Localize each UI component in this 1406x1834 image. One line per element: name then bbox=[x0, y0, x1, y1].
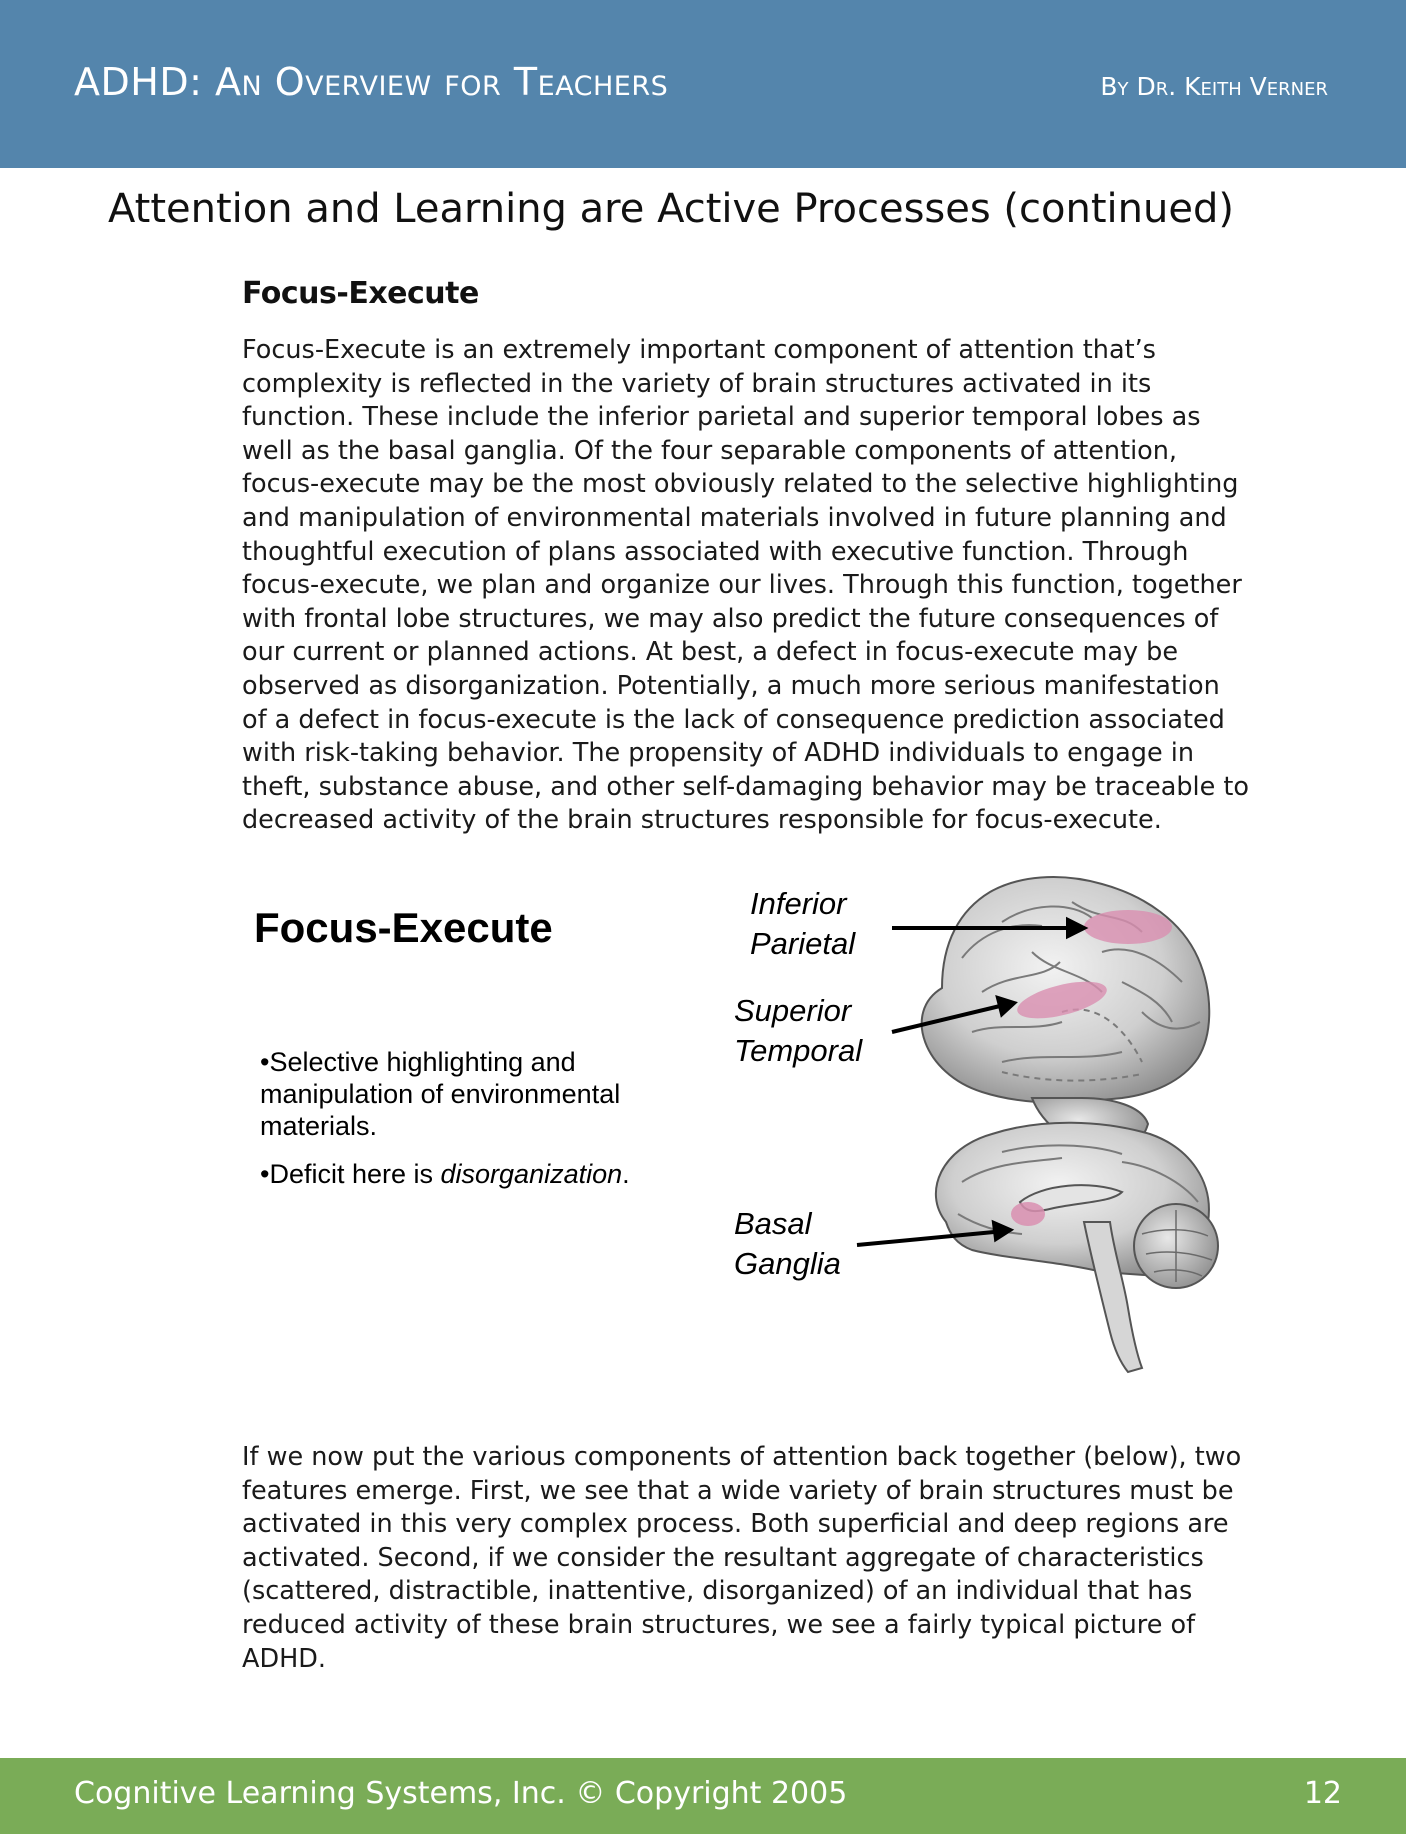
body-paragraph-1: Focus-Execute is an extremely important component of attention that’s complexity is reflected in the variety of brain structures activated in its function. These include the inferior parietal and superior temporal lobes as well as the basal ganglia. Of the four separable components of attention, focus-execute may be the most obviously related to the selective highlighting and manipulation of environmental materials involved in future planning and thoughtful execution of plans associated with executive function. Through focus-execute, we plan and organize our lives. Through this function, together with frontal lobe structures, we may also predict the future consequences of our current or planned actions. At best, a defect in focus-execute may be observed as disorganization. Potentially, a much more serious manifestation of a defect in focus-execute is the lack of consequence prediction associated with risk-taking behavior. The propensity of ADHD individuals to engage in theft, substance abuse, and other self-damaging behavior may be traceable to decreased activity of the brain structures responsible for focus-execute. bbox=[242, 335, 1250, 836]
page-number: 12 bbox=[1303, 1776, 1342, 1811]
bullet-text-suffix: . bbox=[622, 1159, 630, 1189]
page-footer bbox=[0, 1758, 1406, 1834]
label-basal-line2: Ganglia bbox=[734, 1246, 841, 1281]
figure-title: Focus-Execute bbox=[254, 904, 553, 951]
label-inferior-line2: Parietal bbox=[750, 926, 856, 961]
page-header bbox=[0, 0, 1406, 168]
page-heading: Attention and Learning are Active Processes (continued) bbox=[108, 186, 1234, 232]
bullet-emphasis: disorganization bbox=[440, 1159, 623, 1189]
copyright-notice: Cognitive Learning Systems, Inc. © Copyright 2005 bbox=[74, 1776, 848, 1811]
label-inferior-line1: Inferior bbox=[750, 886, 847, 921]
label-superior-line2: Temporal bbox=[734, 1033, 863, 1068]
bullet-text: Selective highlighting and manipulation of environmental materials. bbox=[260, 1047, 621, 1141]
figure-bullet-item bbox=[260, 1158, 690, 1190]
figure-bullet-item bbox=[260, 1046, 690, 1142]
label-basal-line1: Basal bbox=[734, 1206, 812, 1241]
body-paragraph-2: If we now put the various components of attention back together (below), two features emerge. First, we see that a wide variety of brain structures must be activated in this very complex process. Both superficial and deep regions are activated. Second, if we consider the resultant aggregate of characteristics (scattered, distractible, inattentive, disorganized) of an individual that has reduced activity of these brain structures, we see a fairly typical picture of ADHD. bbox=[242, 1442, 1242, 1674]
label-superior-line1: Superior bbox=[734, 993, 852, 1028]
focus-execute-figure bbox=[242, 862, 1248, 1406]
medial-brain-view bbox=[936, 1123, 1218, 1372]
document-title: ADHD: An Overview for Teachers bbox=[74, 60, 669, 104]
section-heading: Focus-Execute bbox=[242, 276, 479, 311]
bullet-text-prefix: Deficit here is bbox=[269, 1159, 441, 1189]
figure-bullet-list bbox=[260, 1046, 690, 1206]
author-byline: By Dr. Keith Verner bbox=[1100, 72, 1328, 101]
